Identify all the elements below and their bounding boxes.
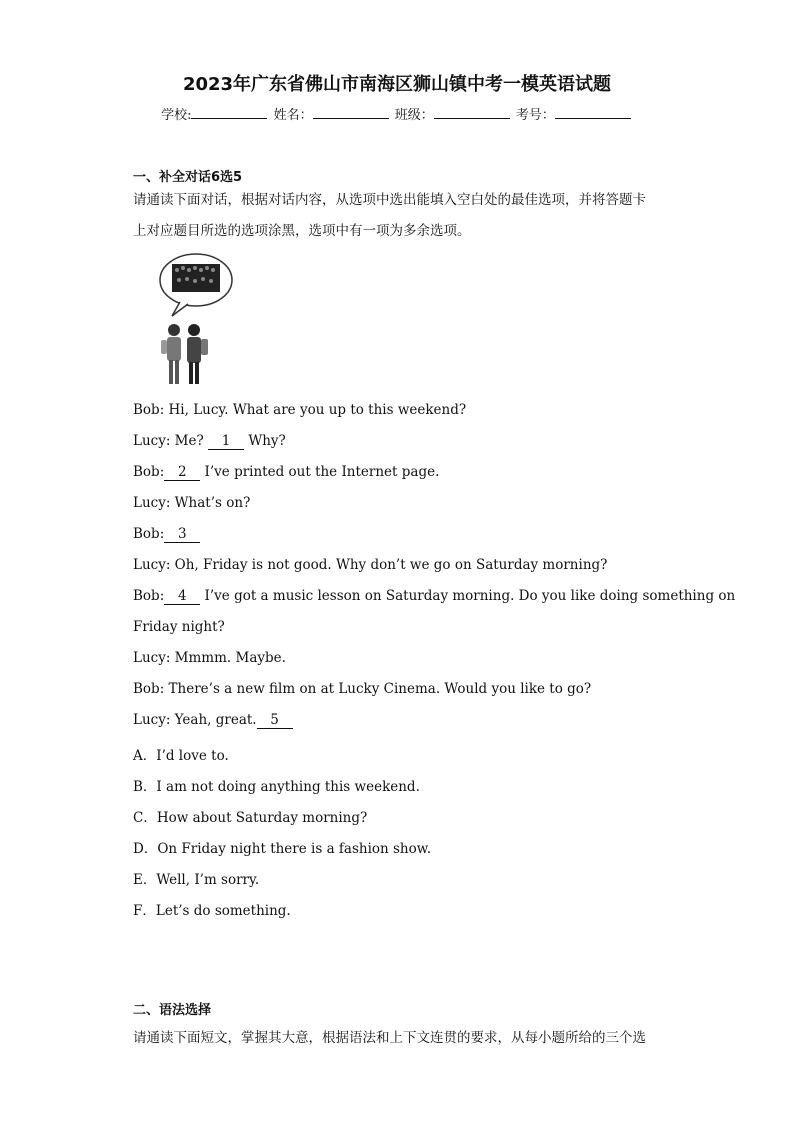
dialogue-line-9: Lucy: Mmmm. Maybe. xyxy=(133,650,286,666)
section1-instruction-line1: 请通读下面对话，根据对话内容，从选项中选出能填入空白处的最佳选项，并将答题卡 xyxy=(133,192,646,208)
dialogue-line-4: Lucy: What’s on? xyxy=(133,495,251,511)
exam-number-label: 考号： xyxy=(515,108,555,123)
thought-bubble-icon xyxy=(160,254,232,316)
exam-number-blank[interactable] xyxy=(555,106,631,119)
blank-3[interactable]: 3 xyxy=(164,526,200,543)
dialogue-line-3: Bob: 2 I’ve printed out the Internet page. xyxy=(133,464,440,480)
name-label: 姓名： xyxy=(273,108,313,123)
class-blank[interactable] xyxy=(434,106,510,119)
page-title: 2023年广东省佛山市南海区狮山镇中考一模英语试题 xyxy=(182,74,612,95)
blank-1[interactable]: 1 xyxy=(208,433,244,450)
girl-figure-icon xyxy=(161,324,181,384)
option-c[interactable]: C．How about Saturday morning? xyxy=(133,810,368,826)
section1-instruction-line2: 上对应题目所选的选项涂黑，选项中有一项为多余选项。 xyxy=(133,223,471,239)
blank-5[interactable]: 5 xyxy=(257,712,293,729)
section1-title: 一、补全对话6选5 xyxy=(133,170,243,185)
dialogue-line-6: Lucy: Oh, Friday is not good. Why don’t we go on Saturday morning? xyxy=(133,557,608,573)
school-blank[interactable] xyxy=(191,106,267,119)
dialogue-line-2: Lucy: Me? 1 Why? xyxy=(133,433,286,449)
option-e[interactable]: E．Well, I’m sorry. xyxy=(133,872,260,888)
section1-instruction xyxy=(133,185,663,247)
dialogue-line-1: Bob: Hi, Lucy. What are you up to this weekend? xyxy=(133,402,467,418)
student-info-line xyxy=(0,104,794,123)
name-blank[interactable] xyxy=(313,106,389,119)
blank-2[interactable]: 2 xyxy=(164,464,200,481)
dialogue-line-10: Bob: There’s a new film on at Lucky Cinema. Would you like to go? xyxy=(133,681,592,697)
option-a[interactable]: A．I’d love to. xyxy=(133,748,229,764)
boy-figure-icon xyxy=(187,324,208,384)
dialogue-line-5: Bob: 3 xyxy=(133,526,673,543)
option-f[interactable]: F．Let’s do something. xyxy=(133,903,291,919)
blank-4[interactable]: 4 xyxy=(164,588,200,605)
section2-title: 二、语法选择 xyxy=(133,1003,212,1018)
option-d[interactable]: D．On Friday night there is a fashion show. xyxy=(133,841,432,857)
school-label: 学校: xyxy=(161,108,192,123)
dialogue-illustration xyxy=(150,250,240,390)
dialogue-line-11: Lucy: Yeah, great. 5 xyxy=(133,712,673,729)
dialogue-line-7: Bob: 4 I’ve got a music lesson on Saturday morning. Do you like doing something on xyxy=(133,588,736,604)
dialogue-line-8: Friday night? xyxy=(133,619,225,635)
option-b[interactable]: B．I am not doing anything this weekend. xyxy=(133,779,420,795)
section2-instruction: 请通读下面短文，掌握其大意，根据语法和上下文连贯的要求，从每小题所给的三个选 xyxy=(133,1030,646,1046)
class-label: 班级： xyxy=(394,108,434,123)
